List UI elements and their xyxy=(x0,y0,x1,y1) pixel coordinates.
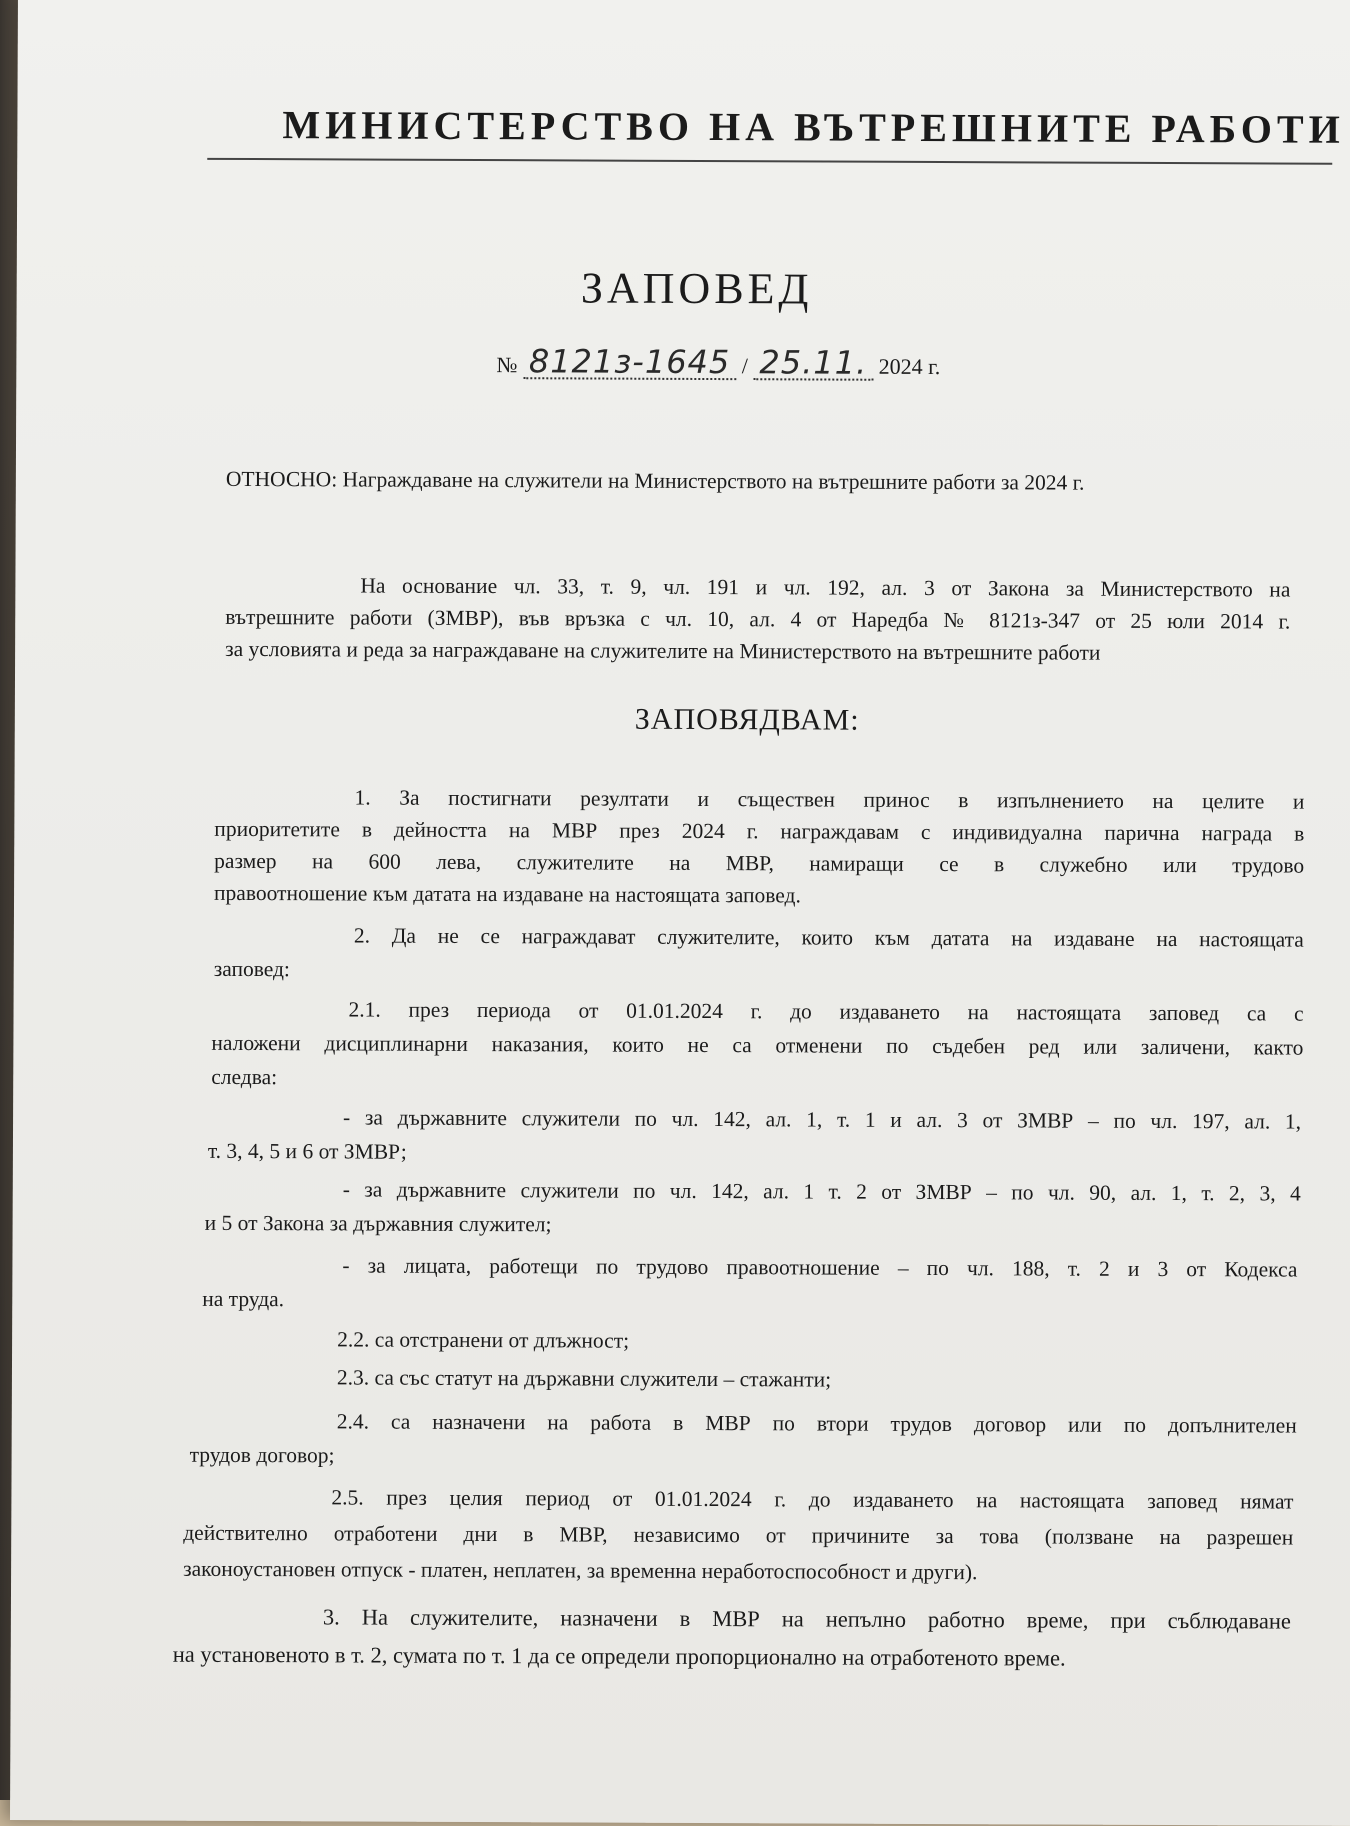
paragraph-line: на труда. xyxy=(202,1286,285,1312)
paragraph-line: 1. За постигнати резултати и съществен принос в изпълнението на целите и xyxy=(354,785,1305,814)
handwritten-date: 25.11. xyxy=(759,343,868,382)
order-year: 2024 г. xyxy=(878,353,941,380)
basis-line: вътрешните работи (ЗМВР), във връзка с чл. 10, ал. 4 от Наредба № 8121з-347 от 25 юли 2014 г. xyxy=(225,604,1291,634)
handwritten-number: 8121з-1645 xyxy=(528,342,731,382)
paragraph-line: - за лицата, работещи по трудово правоотношение – по чл. 188, т. 2 и 3 от Кодекса xyxy=(342,1253,1298,1282)
paragraph-line: заповед: xyxy=(213,956,291,982)
paragraph-line: - за държавните служители по чл. 142, ал. 1 т. 2 от ЗМВР – по чл. 90, ал. 1, т. 2, 3, 4 xyxy=(342,1177,1301,1206)
paragraph-line: 2.2. са отстранени от длъжност; xyxy=(337,1327,630,1353)
paragraph-line: следва: xyxy=(211,1064,278,1090)
paragraph-line: 2.3. са със статут на държавни служители – стажанти; xyxy=(336,1365,832,1392)
paragraph-line: 2.5. през целия период от 01.01.2024 г. до издаването на настоящата заповед нямат xyxy=(331,1485,1294,1514)
paragraph-line: на установеното в т. 2, сумата по т. 1 да се определи пропорционално на отработеното време. xyxy=(172,1641,1066,1671)
paragraph-line: т. 3, 4, 5 и 6 от ЗМВР; xyxy=(207,1138,407,1164)
paragraph-line: размер на 600 лева, служителите на МВР, намиращи се в служебно или трудово xyxy=(214,848,1305,878)
number-prefix: № xyxy=(496,352,518,378)
ministry-header: МИНИСТЕРСТВО НА ВЪТРЕШНИТЕ РАБОТИ xyxy=(282,102,1345,152)
subject-line: ОТНОСНО: Награждаване на служители на Министерството на вътрешните работи за 2024 г. xyxy=(225,466,1085,495)
paragraph-line: трудов договор; xyxy=(189,1442,335,1468)
paragraph-line: 3. На служителите, назначени в МВР на непълно работно време, при съблюдаване xyxy=(322,1604,1291,1634)
paragraph-line: и 5 от Закона за държавния служител; xyxy=(204,1210,552,1237)
order-number-line: № 8121з-1645 / 25.11. 2024 г. xyxy=(496,342,941,382)
command-heading: ЗАПОВЯДВАМ: xyxy=(634,702,860,737)
paragraph-line: приоритетите в дейността на МВР през 2024 г. награждавам с индивидуална парична награда в xyxy=(214,816,1305,846)
paragraph-line: 2. Да не се награждават служителите, които към датата на издаване на настоящата xyxy=(353,923,1304,952)
paragraph-line: законоустановен отпуск - платен, неплатен, за временна неработоспособност и други). xyxy=(183,1556,978,1585)
document-page xyxy=(10,0,1350,1826)
paragraph-line: 2.1. през периода от 01.01.2024 г. до издаването на настоящата заповед са с xyxy=(348,997,1304,1026)
paragraph-line: действително отработени дни в МВР, независимо от причините за това (ползване на разрешен xyxy=(183,1520,1294,1550)
order-title: ЗАПОВЕД xyxy=(580,263,813,314)
paragraph-line: наложени дисциплинарни наказания, които не са отменени по съдебен ред или заличени, както xyxy=(211,1030,1304,1060)
header-rule xyxy=(207,158,1332,165)
basis-line: На основание чл. 33, т. 9, чл. 191 и чл. 192, ал. 3 от Закона за Министерството на xyxy=(360,573,1291,602)
paragraph-line: - за държавните служители по чл. 142, ал. 1, т. 1 и ал. 3 от ЗМВР – по чл. 197, ал. 1, xyxy=(343,1105,1302,1134)
paragraph-line: правоотношение към датата на издаване на настоящата заповед. xyxy=(214,880,801,908)
basis-line: за условията и реда за награждаване на служителите на Министерството на вътрешните работи xyxy=(225,636,1101,665)
paragraph-line: 2.4. са назначени на работа в МВР по втори трудов договор или по допълнителен xyxy=(336,1409,1297,1438)
